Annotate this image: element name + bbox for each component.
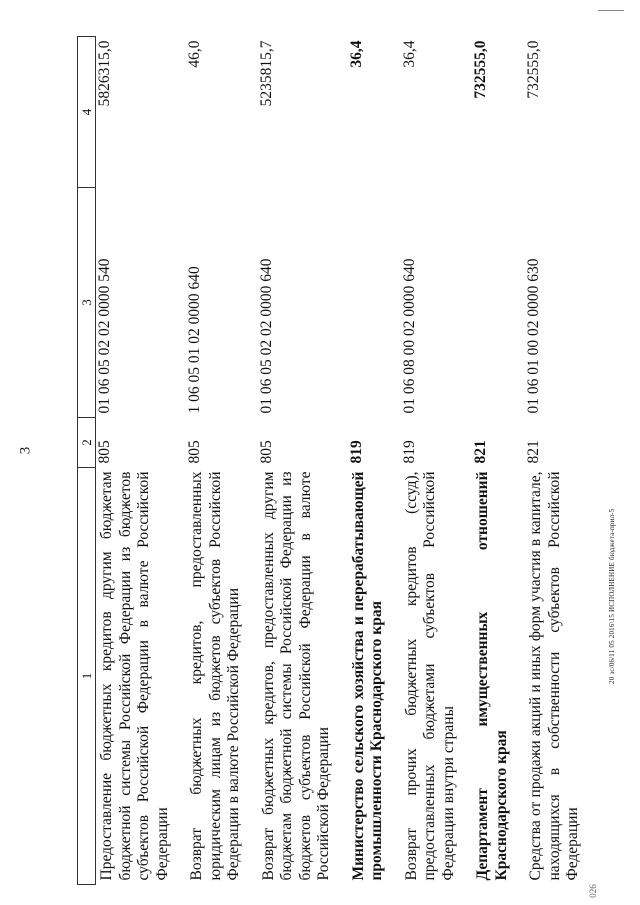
row-code: 821 [525,440,542,464]
header-col-1: 1 [78,468,96,885]
top-edge-line [598,10,624,11]
row-description: Предоставление бюджетных кредитов другим бюджетам бюджетной системы Российской Федерации из бюджетов субъектов Российской Федерации в валюте Российской Федерации [98,471,171,881]
budget-table [77,36,597,885]
table-row-ministry [348,37,401,885]
row-code: 805 [96,440,113,464]
table-row [401,37,473,885]
row-kbk [472,188,525,418]
table-row [186,37,258,885]
table-row [525,37,597,885]
row-description: Средства от продажи акций и иных форм участия в капитале, находящихся в собственности субъектов Российской Федерации [527,471,581,881]
table-row [96,37,187,885]
row-description: Департамент имущественных отношений Краснодарского края [474,471,510,881]
row-amount: 5826315,0 [96,40,113,107]
row-kbk: 01 06 08 00 02 0000 640 [400,258,418,414]
row-amount: 5235815,7 [257,40,275,107]
row-amount: 36,4 [400,40,418,68]
row-code: 819 [400,440,418,464]
row-description: Возврат бюджетных кредитов, предоставленных юридическим лицам из бюджетов субъектов Российской Федерации в валюте Российской Федерации [188,471,242,881]
row-description: Возврат бюджетных кредитов, предоставленных другим бюджетам бюджетной системы Российской Федерации из бюджетов субъектов Российской Федерации в валюте Российской Федерации [259,471,332,881]
header-col-2: 2 [78,418,96,468]
row-description: Возврат прочих бюджетных кредитов (ссуд), предоставленных бюджетами субъектов Российской Федерации внутри страны [402,471,457,881]
page-number: 3 [17,446,34,455]
table-row [258,37,348,885]
row-kbk: 1 06 05 01 02 0000 640 [186,266,203,414]
row-amount: 732555,0 [472,40,489,99]
row-description: Министерство сельского хозяйства и перерабатывающей промышленности Краснодарского края [349,471,385,881]
row-code: 805 [257,440,275,464]
row-code: 805 [186,440,203,464]
header-col-3: 3 [78,188,96,418]
row-code: 821 [472,440,489,464]
footer-file-code: 20 зс/06/11 05 2016\15 ИСПОЛНЕНИЕ бюджета-прил-5 [608,508,616,684]
row-kbk: 01 06 01 00 02 0000 630 [525,258,542,414]
table-row-department [472,37,525,885]
header-col-4: 4 [78,37,96,188]
row-amount: 732555,0 [525,40,542,99]
table-header-row [78,37,96,885]
corner-mark: 026 [587,884,598,898]
row-kbk [348,188,401,418]
row-amount: 46,0 [186,40,203,68]
row-kbk: 01 06 05 02 02 0000 640 [257,258,275,414]
row-kbk: 01 06 05 02 02 0000 540 [96,258,113,414]
row-amount: 36,4 [347,40,365,68]
rotated-document [77,37,597,885]
row-code: 819 [347,440,365,464]
